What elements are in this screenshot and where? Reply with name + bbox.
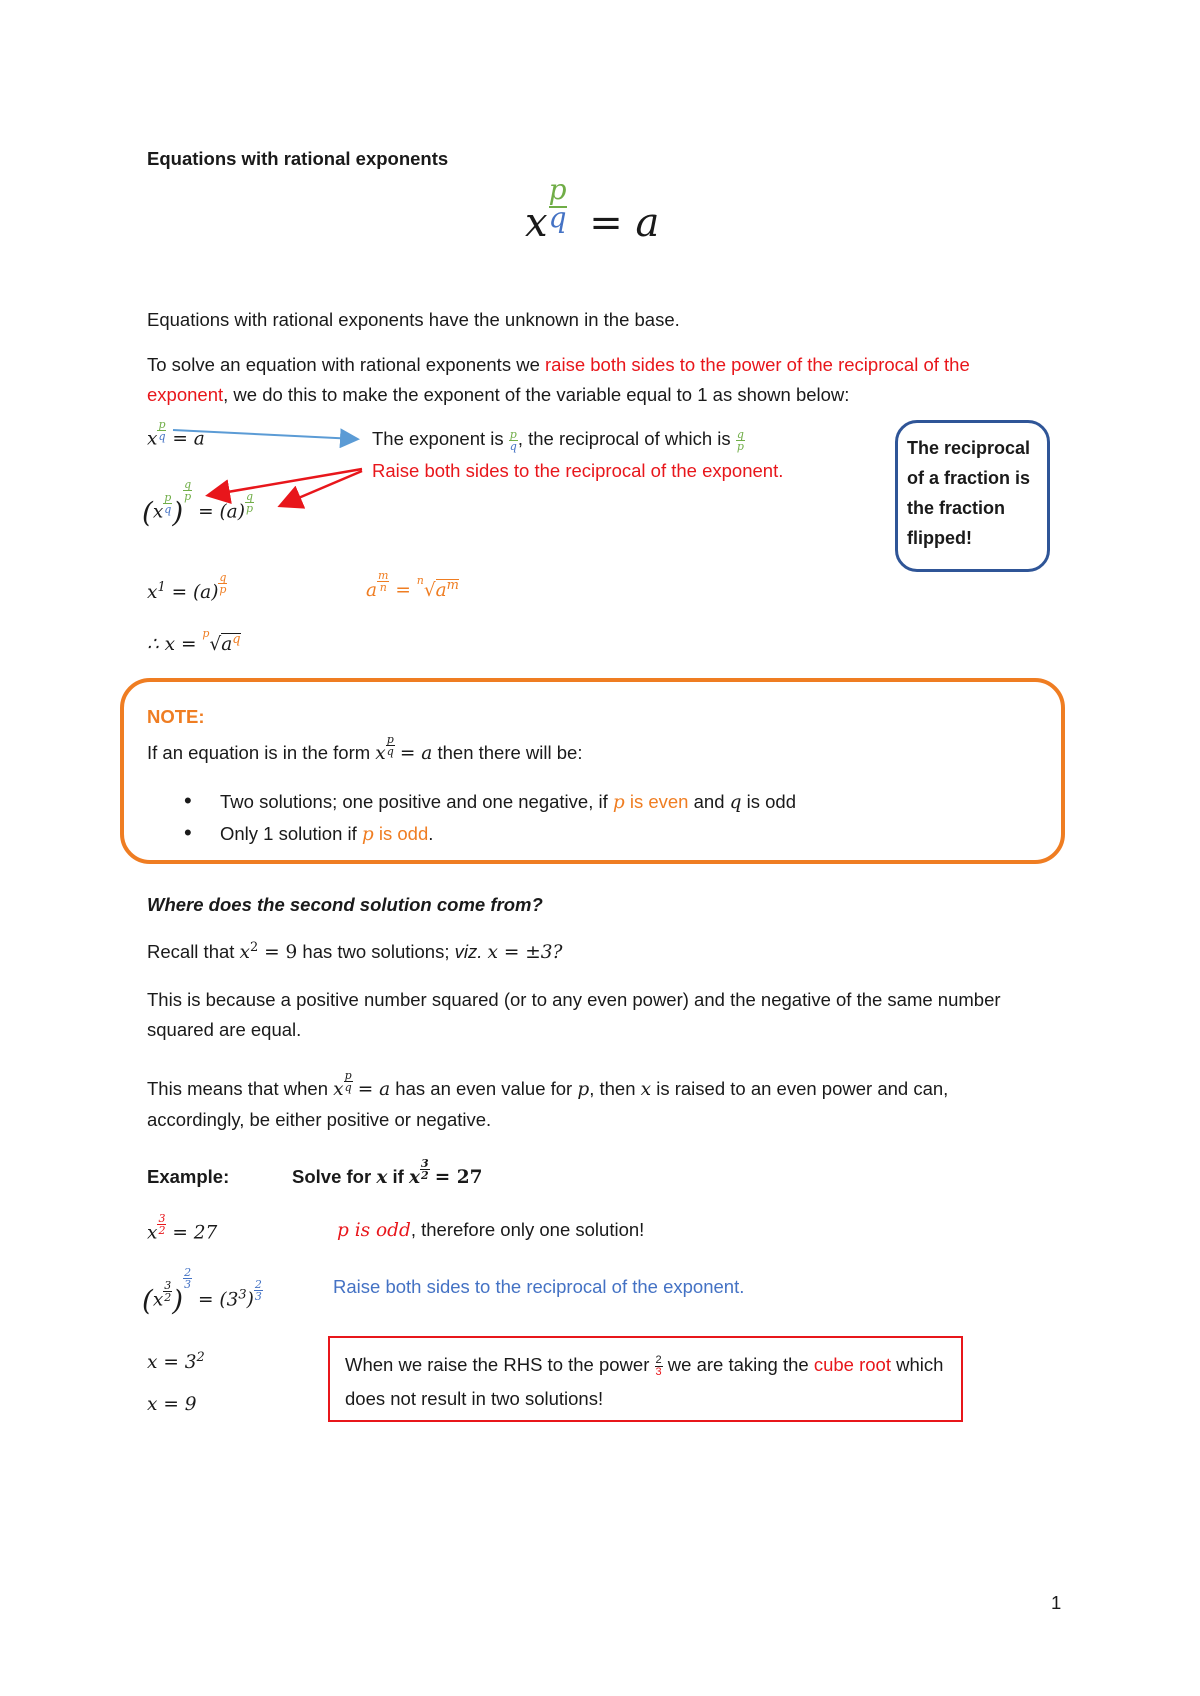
note-line: If an equation is in the form x $\frac{p}{q}$ = a then there will be:	[147, 732, 583, 764]
hero-exponent: $\frac{p}{q}$	[548, 173, 567, 234]
note-heading: NOTE:	[147, 706, 205, 727]
note-bullet-one-solution: • Only 1 solution if p is odd.	[144, 818, 796, 850]
example-step2: (x $\frac{3}{2}$ ) $\frac{2}{3}$ = $(3^3)$ $\frac{2}{3}$	[142, 1266, 262, 1317]
blue-arrow	[173, 430, 356, 439]
step1-equation: x $\frac{p}{q}$ = a	[147, 418, 205, 450]
example-step4: x = 9	[147, 1394, 197, 1415]
recall-line: Recall that $x^2 = 9$ has two solutions; viz. x = ±3?	[147, 940, 563, 964]
step3-equation: $x^1 = (a)$ $\frac{q}{p}$	[147, 570, 227, 604]
solve-paragraph: To solve an equation with rational exponents we raise both sides to the power of the reciprocal of the exponent, we do this to make the exponent of the variable equal to 1 as shown below:	[147, 354, 970, 405]
step2-equation: (x $\frac{p}{q}$ ) $\frac{q}{p}$ = (a) $\frac{q}{p}$	[142, 478, 253, 529]
means-paragraph: This means that when x $\frac{p}{q}$ = a has an even value for p, then x is raised to an even power and can, accordingly, be either positive or negative.	[147, 1068, 949, 1130]
exponent-annotation: The exponent is $\frac{p}{q}$ , the reciprocal of which is $\frac{q}{p}$	[372, 427, 744, 453]
because-paragraph: This is because a positive number squared (or to any even power) and the negative of the same number squared are equal.	[147, 989, 1001, 1040]
second-solution-heading: Where does the second solution come from?	[147, 894, 543, 915]
radical-rule: a $\frac{m}{n}$ = $^n√a^m$	[366, 568, 459, 602]
reciprocal-callout: The reciprocal of a fraction is the fraction flipped!	[895, 420, 1050, 572]
example-task: Solve for x if x $\frac{3}{2}$ = 27	[292, 1156, 483, 1188]
page-title: Equations with rational exponents	[147, 148, 449, 169]
example-step3: $x = 3^2$	[147, 1350, 205, 1374]
cube-root-callout: When we raise the RHS to the power $\frac{2}{3}$ we are taking the cube root which does not result in two solutions!	[328, 1336, 963, 1422]
example-step2-note: Raise both sides to the reciprocal of the exponent.	[333, 1276, 745, 1297]
intro-text: Equations with rational exponents have the unknown in the base.	[147, 309, 680, 330]
step4-equation: ∴ $x = ^p√a^q$	[147, 627, 241, 656]
note-bullets	[144, 786, 796, 850]
hero-base: x	[525, 200, 548, 246]
note-bullet-two-solutions: • Two solutions; one positive and one negative, if p is even and q is odd	[144, 786, 796, 818]
example-step1-note: p is odd, therefore only one solution!	[337, 1219, 645, 1241]
example-step1: x $\frac{3}{2}$ = 27	[147, 1212, 218, 1244]
annotation-arrows	[0, 0, 1200, 700]
example-label: Example:	[147, 1166, 230, 1187]
page-number: 1	[1051, 1592, 1062, 1613]
raise-annotation: Raise both sides to the reciprocal of the exponent.	[372, 460, 784, 481]
hero-rhs: = a	[589, 200, 660, 246]
